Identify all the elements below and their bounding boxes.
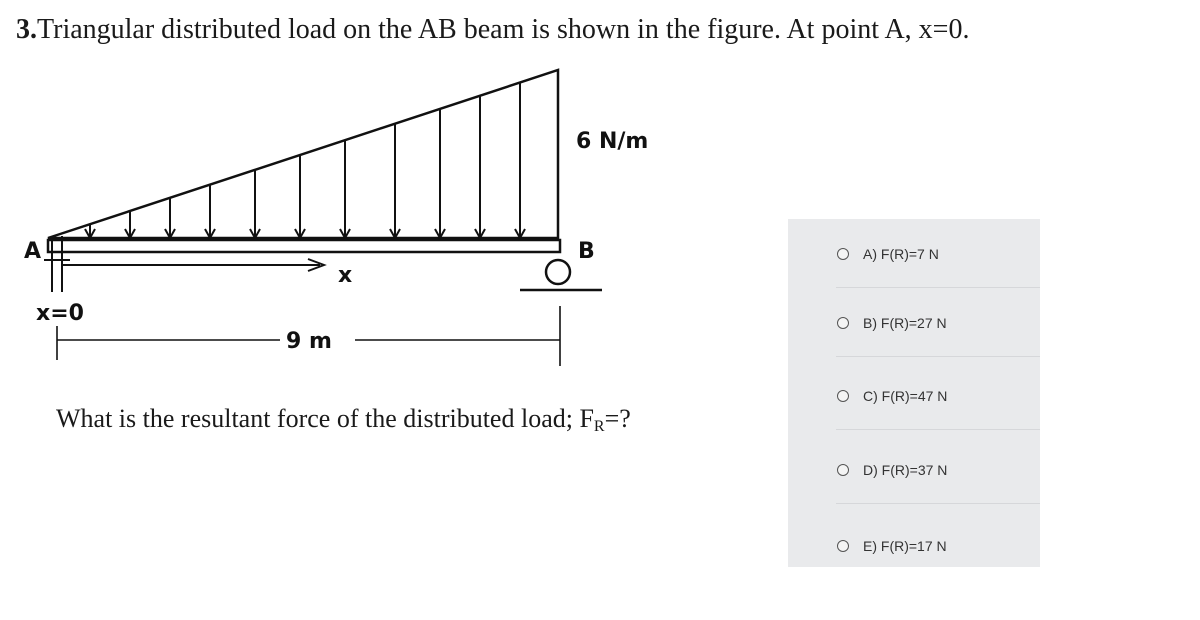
- x0-label: x=0: [36, 301, 84, 326]
- option-d[interactable]: [788, 435, 1040, 504]
- beam-diagram: [0, 60, 720, 380]
- question-text: [56, 404, 631, 436]
- load-label: 6 N/m: [576, 129, 649, 154]
- option-d-label: D) F(R)=37 N: [863, 461, 948, 478]
- question-prefix: What is the resultant force of the distributed load; F: [56, 404, 594, 433]
- radio-icon[interactable]: [837, 390, 849, 402]
- x-axis-label: x: [338, 263, 353, 288]
- radio-icon[interactable]: [837, 540, 849, 552]
- load-arrows: [85, 83, 525, 238]
- x-axis-arrow: [62, 259, 324, 271]
- option-c-label: C) F(R)=47 N: [863, 387, 948, 404]
- load-triangle: [48, 70, 558, 238]
- question-subscript: R: [593, 418, 605, 435]
- option-e[interactable]: [788, 511, 1040, 580]
- option-a-label: A) F(R)=7 N: [863, 245, 939, 262]
- radio-icon[interactable]: [837, 248, 849, 260]
- radio-icon[interactable]: [837, 464, 849, 476]
- question-title-text: Triangular distributed load on the AB beam is shown in the figure. At point A, x=0.: [37, 14, 970, 45]
- option-b-label: B) F(R)=27 N: [863, 314, 947, 331]
- option-divider: [836, 429, 1040, 430]
- support-b: [520, 260, 602, 290]
- option-divider: [836, 356, 1040, 357]
- question-title: [16, 14, 969, 46]
- option-divider: [836, 503, 1040, 504]
- option-a[interactable]: [788, 219, 1040, 288]
- question-number: 3.: [16, 14, 37, 45]
- option-b[interactable]: [788, 288, 1040, 357]
- answer-options: [788, 219, 1040, 567]
- question-suffix: =?: [604, 404, 631, 433]
- option-e-label: E) F(R)=17 N: [863, 537, 947, 554]
- beam: [48, 240, 560, 252]
- point-b-label: B: [578, 239, 595, 264]
- span-label: 9 m: [286, 329, 332, 354]
- radio-icon[interactable]: [837, 317, 849, 329]
- option-c[interactable]: [788, 361, 1040, 430]
- point-a-label: A: [24, 239, 42, 264]
